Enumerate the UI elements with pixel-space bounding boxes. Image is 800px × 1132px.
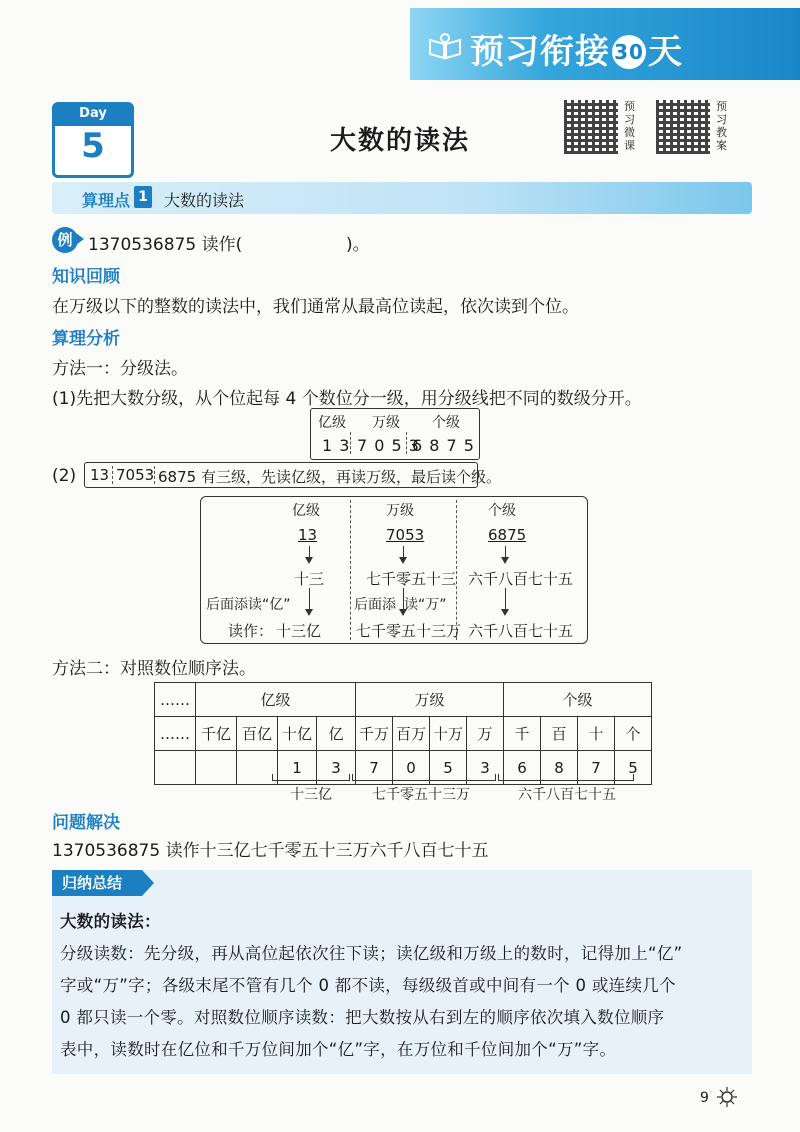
banner-number: 30 <box>612 35 646 69</box>
table-cell: 千 <box>504 717 541 751</box>
banner-text-post: 天 <box>648 32 683 72</box>
diagram-num-wan: 7053 <box>386 526 425 544</box>
brace-yi <box>272 774 350 781</box>
table-cell: 亿 <box>317 717 356 751</box>
place-value-table <box>154 682 652 785</box>
table-cell: …… <box>155 717 196 751</box>
day-number: 5 <box>81 126 105 166</box>
table-cell: 万级 <box>356 683 504 717</box>
day-label: Day <box>52 102 134 126</box>
diagram-final-yi: 十三亿 <box>276 622 322 640</box>
table-cell: 千万 <box>356 717 393 751</box>
page-title: 大数的读法 <box>329 126 470 156</box>
table-cell <box>155 751 196 785</box>
diagram-level-wan: 万级 <box>386 503 414 519</box>
step2-n2: 7053 <box>116 466 155 484</box>
summary-line: 字或“万”字；各级末尾不管有几个 0 都不读，每级级首或中间有一个 0 或连续几个 <box>60 976 676 995</box>
summary-line: 分级读数：先分级，再从高位起依次往下读；读亿级和万级上的数时，记得加上“亿” <box>60 944 683 963</box>
banner-text-pre: 预习衔接 <box>470 32 610 72</box>
brace-ge <box>498 774 634 781</box>
book-bulb-icon <box>428 32 462 60</box>
split-level-wan: 万级 <box>372 415 400 431</box>
table-cell: 个级 <box>504 683 652 717</box>
banner-title <box>470 24 683 73</box>
table-cell: 3 <box>317 751 356 785</box>
table-cell <box>196 751 237 785</box>
diagram-add-wan-a: 后面添 <box>354 597 396 613</box>
split-line <box>350 432 351 454</box>
table-cell: 7 <box>356 751 393 785</box>
solve-text: 1370536875 读作十三亿七千零五十三万六千八百七十五 <box>52 841 489 861</box>
example-arrow-icon <box>76 233 84 245</box>
table-cell: 万 <box>467 717 504 751</box>
diagram-level-yi: 亿级 <box>292 503 320 519</box>
split-digits-ge: 6 8 7 5 <box>412 436 475 455</box>
arrow-line <box>403 588 404 610</box>
step2-n1: 13 <box>90 466 110 484</box>
diagram-final-ge: 六千八百七十五 <box>468 622 574 640</box>
step1: (1)先把大数分级，从个位起每 4 个数位分一级，用分级线把不同的数级分开。 <box>52 389 642 409</box>
split-level-ge: 个级 <box>432 415 460 431</box>
table-row <box>155 683 652 717</box>
table-read-wan: 七千零五十三万 <box>372 787 470 803</box>
table-cell: 百万 <box>393 717 430 751</box>
diagram-num-yi: 13 <box>298 526 318 544</box>
split-line <box>112 466 113 484</box>
example-close: )。 <box>346 235 370 255</box>
table-cell: 6 <box>504 751 541 785</box>
arrow-down-icon <box>399 609 407 616</box>
example-badge: 例 <box>52 227 78 253</box>
table-read-yi: 十三亿 <box>290 787 332 803</box>
table-cell: 7 <box>578 751 615 785</box>
table-cell: 5 <box>430 751 467 785</box>
diagram-read-label: 读作： <box>228 622 274 640</box>
summary-line: 0 都只读一个零。对照数位顺序读数：把大数按从右到左的顺序依次填入数位顺序 <box>60 1008 665 1027</box>
qr-label-1: 预 习 微 课 <box>624 100 635 152</box>
table-cell: 百亿 <box>237 717 278 751</box>
table-cell: 千亿 <box>196 717 237 751</box>
review-text: 在万级以下的整数的读法中，我们通常从最高位读起，依次读到个位。 <box>52 297 579 317</box>
arrow-down-icon <box>501 557 509 564</box>
section-name: 大数的读法 <box>164 191 245 210</box>
table-cell: 8 <box>541 751 578 785</box>
table-cell: 十亿 <box>278 717 317 751</box>
diagram-add-yi: 后面添读“亿” <box>206 597 291 613</box>
section-number: 1 <box>134 186 152 208</box>
diagram-num-ge: 6875 <box>488 526 527 544</box>
diagram-final-wan: 七千零五十三万 <box>356 622 462 640</box>
table-cell: 5 <box>615 751 652 785</box>
solve-heading: 问题解决 <box>52 813 120 833</box>
sun-icon <box>716 1086 738 1108</box>
step2-text: 6875 有三级，先读亿级，再读万级，最后读个级。 <box>158 468 501 486</box>
method1: 方法一：分级法。 <box>52 359 188 379</box>
summary-line: 表中，读数时在亿位和千万位间加个“亿”字，在万位和千位间加个“万”字。 <box>60 1040 617 1059</box>
table-cell: 1 <box>278 751 317 785</box>
split-line <box>154 466 155 484</box>
table-cell: 3 <box>467 751 504 785</box>
split-line <box>406 432 407 454</box>
table-cell: 十万 <box>430 717 467 751</box>
section-label: 算理点 <box>82 191 131 210</box>
diagram-divider <box>350 500 351 640</box>
diagram-add-wan-b: 读“万” <box>404 597 447 613</box>
diagram-read-ge: 六千八百七十五 <box>468 570 574 588</box>
table-cell: 亿级 <box>196 683 356 717</box>
review-heading: 知识回顾 <box>52 267 120 287</box>
qr-label-2: 预 习 教 案 <box>716 100 727 152</box>
diagram-divider <box>456 500 457 640</box>
example-question: 1370536875 读作( <box>88 235 243 255</box>
arrow-line <box>505 588 506 610</box>
table-cell: …… <box>155 683 196 717</box>
table-row <box>155 717 652 751</box>
section-bar <box>52 182 752 214</box>
diagram-level-ge: 个级 <box>488 503 516 519</box>
table-read-ge: 六千八百七十五 <box>518 787 616 803</box>
step2-prefix: (2) <box>52 466 77 486</box>
page-number: 9 <box>700 1090 709 1106</box>
split-level-yi: 亿级 <box>318 415 346 431</box>
split-digits-wan: 7 0 5 3 <box>357 436 420 455</box>
qr-code-icon[interactable] <box>656 100 710 154</box>
diagram-read-wan: 七千零五十三 <box>366 570 457 588</box>
table-cell: 0 <box>393 751 430 785</box>
brace-wan <box>352 774 496 781</box>
table-cell: 十 <box>578 717 615 751</box>
arrow-down-icon <box>305 609 313 616</box>
summary-tag: 归纳总结 <box>52 870 142 896</box>
arrow-down-icon <box>305 557 313 564</box>
diagram-read-yi: 十三 <box>294 570 325 588</box>
method2: 方法二：对照数位顺序法。 <box>52 659 256 679</box>
arrow-line <box>309 588 310 610</box>
qr-code-icon[interactable] <box>564 100 618 154</box>
analysis-heading: 算理分析 <box>52 329 120 349</box>
arrow-down-icon <box>399 557 407 564</box>
table-cell: 个 <box>615 717 652 751</box>
summary-heading: 大数的读法： <box>60 912 161 931</box>
arrow-down-icon <box>501 609 509 616</box>
table-cell: 百 <box>541 717 578 751</box>
split-digits-yi: 1 3 <box>322 436 351 455</box>
